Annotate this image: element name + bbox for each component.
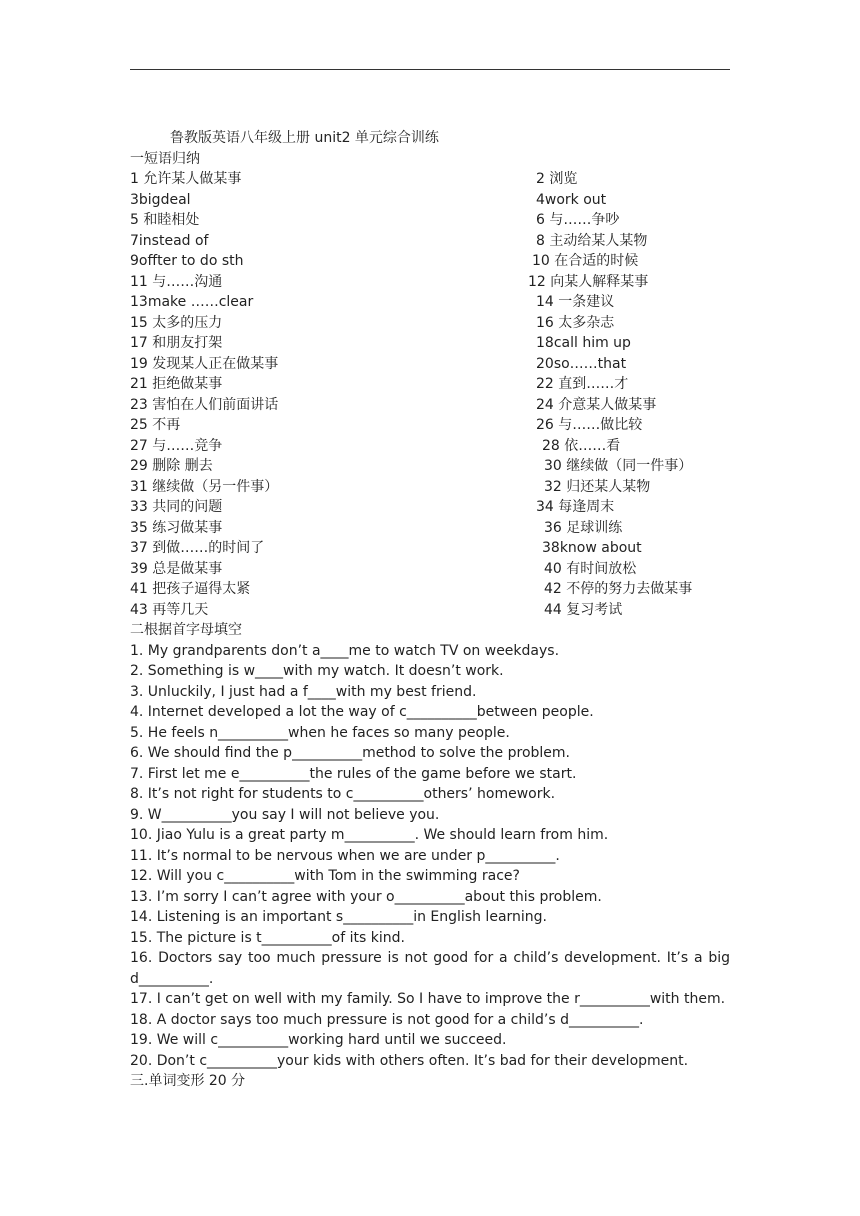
fill-item: 15. The picture is t__________of its kind. <box>130 929 405 946</box>
fill-item: 8. It’s not right for students to c__________others’ homework. <box>130 786 556 802</box>
phrase-right: 40 有时间放松 <box>544 560 637 577</box>
phrase-left: 15 太多的压力 <box>130 314 223 331</box>
phrase-right: 24 介意某人做某事 <box>536 396 657 413</box>
fill-item: 16. Doctors say too much pressure is not good for a child’s development. It’s a big d__________. <box>130 950 730 987</box>
phrase-right: 18call him up <box>536 335 631 351</box>
phrase-right: 42 不停的努力去做某事 <box>544 581 693 597</box>
phrase-left: 25 不再 <box>130 417 181 433</box>
phrase-right: 8 主动给某人某物 <box>536 232 648 249</box>
phrase-right: 14 一条建议 <box>536 294 615 310</box>
phrase-row <box>130 210 730 231</box>
document-body <box>130 128 730 1092</box>
fill-item: 20. Don’t c__________your kids with others often. It’s bad for their development. <box>130 1052 689 1069</box>
phrase-right: 28 依……看 <box>542 437 621 454</box>
phrase-left: 21 拒绝做某事 <box>130 376 223 392</box>
phrase-row <box>130 313 730 334</box>
phrase-row <box>130 231 730 252</box>
phrase-right: 30 继续做（同一件事） <box>544 458 693 474</box>
fill-item: 6. We should find the p__________method to solve the problem. <box>130 745 570 761</box>
phrase-row <box>130 477 730 498</box>
section2-heading: 二根据首字母填空 <box>130 622 242 638</box>
fill-item: 11. It’s normal to be nervous when we are under p__________. <box>130 847 560 864</box>
phrase-left: 17 和朋友打架 <box>130 335 223 351</box>
fill-item: 12. Will you c__________with Tom in the swimming race? <box>130 868 520 884</box>
phrase-right: 26 与……做比较 <box>536 417 643 433</box>
phrase-left: 33 共同的问题 <box>130 499 223 515</box>
fill-item: 9. W__________you say I will not believe you. <box>130 806 440 823</box>
phrase-left: 19 发现某人正在做某事 <box>130 355 279 372</box>
phrase-left: 11 与……沟通 <box>130 273 223 290</box>
fill-item: 1. My grandparents don’t a____me to watch TV on weekdays. <box>130 642 560 659</box>
fill-in-list <box>130 641 730 1072</box>
phrase-row <box>130 415 730 436</box>
phrase-right: 36 足球训练 <box>544 519 623 536</box>
fill-item: 5. He feels n__________when he faces so many people. <box>130 724 510 741</box>
fill-item: 13. I’m sorry I can’t agree with your o__________about this problem. <box>130 888 602 905</box>
fill-item: 4. Internet developed a lot the way of c__________between people. <box>130 704 594 720</box>
phrase-right: 6 与……争吵 <box>536 212 620 228</box>
fill-item: 3. Unluckily, I just had a f____with my best friend. <box>130 683 477 700</box>
section3-heading: 三.单词变形 20 分 <box>130 1073 246 1089</box>
phrase-right: 16 太多杂志 <box>536 314 615 331</box>
phrase-row <box>130 354 730 375</box>
fill-item: 2. Something is w____with my watch. It doesn’t work. <box>130 663 504 679</box>
fill-item: 10. Jiao Yulu is a great party m__________. We should learn from him. <box>130 827 609 843</box>
phrase-row <box>130 251 730 272</box>
phrase-left: 41 把孩子逼得太紧 <box>130 581 251 597</box>
phrase-left: 13make ……clear <box>130 294 254 310</box>
phrase-row <box>130 497 730 518</box>
phrase-right: 32 归还某人某物 <box>544 478 651 495</box>
header-rule <box>130 69 730 70</box>
phrase-left: 3bigdeal <box>130 191 191 208</box>
phrase-row <box>130 559 730 580</box>
fill-item: 7. First let me e__________the rules of the game before we start. <box>130 765 577 782</box>
phrase-row <box>130 518 730 539</box>
document-title: 鲁教版英语八年级上册 unit2 单元综合训练 <box>170 130 439 146</box>
phrase-left: 39 总是做某事 <box>130 560 223 577</box>
phrase-left: 35 练习做某事 <box>130 519 223 536</box>
fill-item: 19. We will c__________working hard until we succeed. <box>130 1032 507 1048</box>
phrase-right: 2 浏览 <box>536 171 578 187</box>
phrase-left: 5 和睦相处 <box>130 212 200 228</box>
phrase-left: 43 再等几天 <box>130 601 209 618</box>
phrase-row <box>130 579 730 600</box>
phrase-right: 4work out <box>536 191 607 208</box>
phrase-row <box>130 395 730 416</box>
phrase-row <box>130 538 730 559</box>
phrase-row <box>130 456 730 477</box>
phrase-row <box>130 292 730 313</box>
phrase-right: 44 复习考试 <box>544 601 623 618</box>
phrase-left: 37 到做……的时间了 <box>130 540 265 556</box>
phrase-row <box>130 272 730 293</box>
phrase-left: 27 与……竞争 <box>130 437 223 454</box>
phrase-left: 31 继续做（另一件事） <box>130 478 279 495</box>
phrase-row <box>130 436 730 457</box>
phrase-list <box>130 169 730 620</box>
phrase-row <box>130 600 730 621</box>
phrase-left: 1 允许某人做某事 <box>130 171 242 187</box>
phrase-row <box>130 169 730 190</box>
phrase-right: 34 每逢周末 <box>536 499 615 515</box>
phrase-left: 9offter to do sth <box>130 253 244 269</box>
fill-item: 17. I can’t get on well with my family. So I have to improve the r__________with them. <box>130 991 726 1007</box>
phrase-right: 22 直到……才 <box>536 376 629 392</box>
section1-heading: 一短语归纳 <box>130 150 200 167</box>
phrase-left: 29 删除 删去 <box>130 458 213 474</box>
phrase-row <box>130 374 730 395</box>
phrase-right: 12 向某人解释某事 <box>528 273 649 290</box>
phrase-left: 23 害怕在人们前面讲话 <box>130 396 279 413</box>
phrase-left: 7instead of <box>130 232 209 249</box>
fill-item: 14. Listening is an important s__________in English learning. <box>130 909 547 925</box>
fill-item: 18. A doctor says too much pressure is not good for a child’s d__________. <box>130 1011 644 1028</box>
phrase-right: 10 在合适的时候 <box>532 253 639 269</box>
phrase-right: 20so……that <box>536 355 627 372</box>
phrase-row <box>130 333 730 354</box>
phrase-right: 38know about <box>542 540 642 556</box>
phrase-row <box>130 190 730 211</box>
